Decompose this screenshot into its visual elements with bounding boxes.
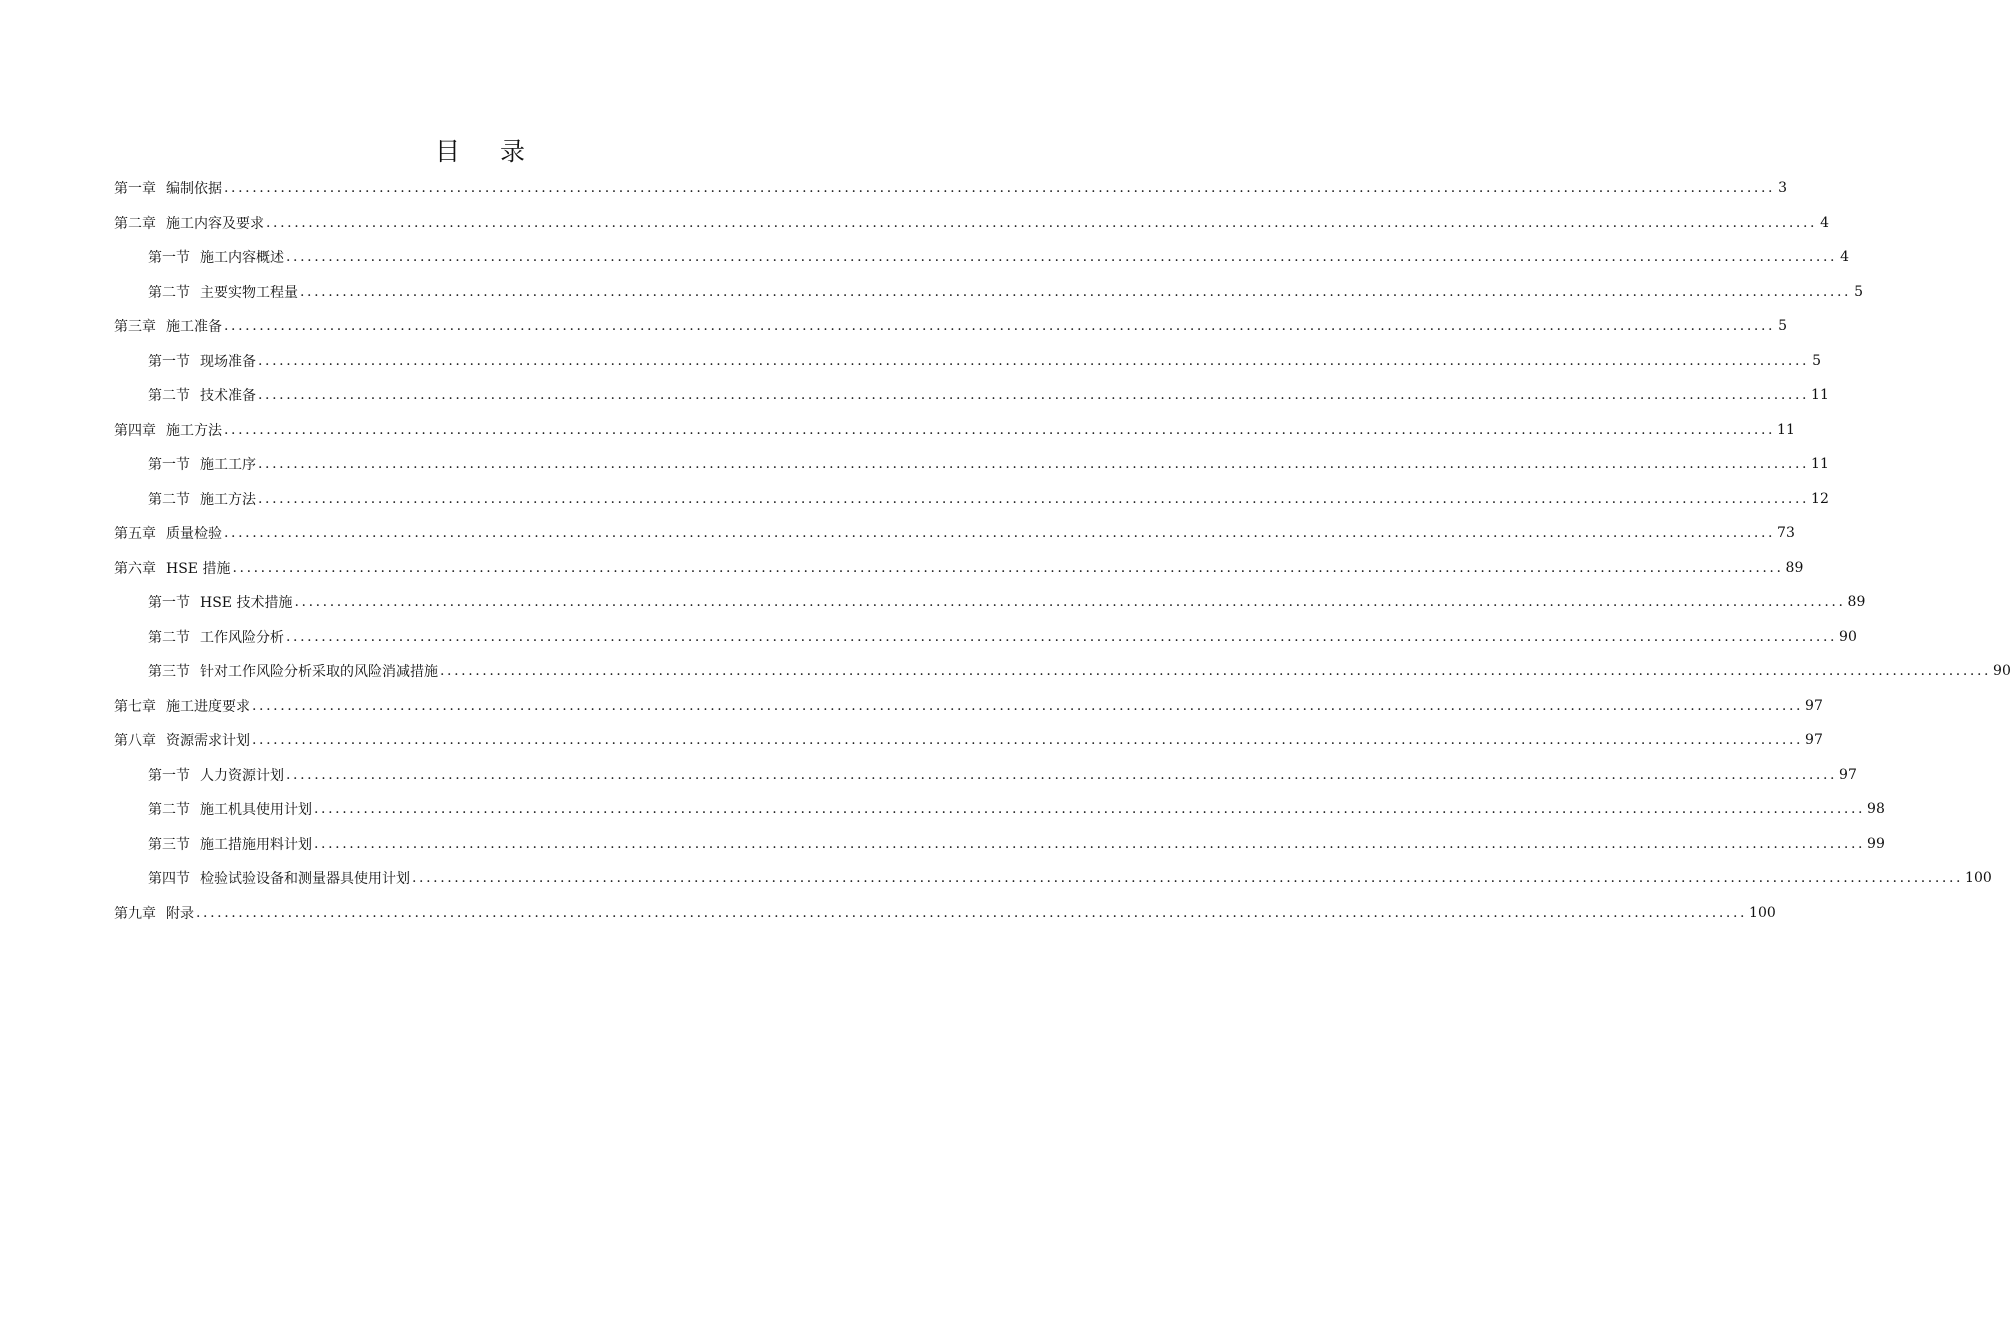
toc-leader-dots: ............................................................................................................................................................................................................................ (196, 904, 1748, 921)
toc-leader-dots: ............................................................................................................................................................................................................................ (286, 249, 1838, 265)
toc-entry-number: 第四节 (148, 871, 190, 887)
toc-leader-dots: ............................................................................................................................................................................................................................ (440, 663, 1992, 679)
toc-leader-dots: ............................................................................................................................................................................................................................ (232, 559, 1784, 576)
toc-entry-page: 5 (1812, 352, 1822, 369)
toc-entry-number: 第二章 (114, 215, 156, 232)
toc-entry-title: 主要实物工程量 (200, 284, 298, 301)
toc-entry[interactable] (148, 758, 1857, 792)
toc-entry-page: 5 (1854, 283, 1864, 300)
toc-entry[interactable] (148, 482, 1829, 516)
toc-entry-page: 73 (1777, 525, 1795, 541)
toc-entry-page: 100 (1749, 904, 1776, 921)
toc-entry[interactable] (148, 654, 2011, 688)
toc-entry-title: 施工工序 (200, 457, 256, 473)
toc-entry[interactable] (148, 792, 1885, 826)
toc-entry-title: 附录 (166, 905, 194, 922)
toc-leader-dots: ............................................................................................................................................................................................................................ (294, 594, 1846, 610)
toc-entry-title: 质量检验 (166, 526, 222, 542)
toc-entry[interactable] (114, 309, 1788, 343)
toc-entry-page: 97 (1839, 766, 1857, 783)
toc-entry-page: 3 (1778, 180, 1788, 196)
toc-entry[interactable] (148, 861, 1992, 895)
toc-entry-title: 施工措施用料计划 (200, 836, 312, 853)
toc-leader-dots: ............................................................................................................................................................................................................................ (286, 628, 1838, 645)
toc-leader-dots: ............................................................................................................................................................................................................................ (252, 732, 1804, 748)
toc-entry[interactable] (114, 896, 1776, 930)
toc-leader-dots: ............................................................................................................................................................................................................................ (224, 318, 1776, 334)
toc-entry-number: 第三章 (114, 319, 156, 335)
toc-entry-title: HSE 技术措施 (200, 595, 293, 611)
toc-entry[interactable] (114, 206, 1830, 240)
toc-entry-title: 现场准备 (200, 353, 256, 370)
toc-entry-number: 第三节 (148, 836, 190, 853)
toc-leader-dots: ............................................................................................................................................................................................................................ (224, 421, 1776, 438)
toc-entry-number: 第二节 (148, 491, 190, 508)
toc-entry[interactable] (114, 689, 1823, 723)
toc-entry[interactable] (148, 378, 1829, 412)
toc-entry-page: 97 (1805, 697, 1823, 714)
toc-entry[interactable] (148, 240, 1850, 274)
toc-entry-page: 98 (1867, 801, 1885, 817)
toc-leader-dots: ............................................................................................................................................................................................................................ (224, 180, 1776, 196)
toc-entry-number: 第一节 (148, 457, 190, 473)
toc-entry-number: 第五章 (114, 526, 156, 542)
toc-leader-dots: ............................................................................................................................................................................................................................ (224, 525, 1776, 541)
toc-leader-dots: ............................................................................................................................................................................................................................ (252, 697, 1804, 714)
toc-entry-page: 5 (1778, 318, 1788, 334)
toc-entry-number: 第一节 (148, 767, 190, 784)
toc-entry-title: HSE 措施 (166, 560, 231, 577)
toc-entry-number: 第九章 (114, 905, 156, 922)
toc-leader-dots: ............................................................................................................................................................................................................................ (412, 870, 1964, 886)
toc-entry-page: 4 (1820, 214, 1830, 231)
toc-entry-number: 第二节 (148, 802, 190, 818)
toc-leader-dots: ............................................................................................................................................................................................................................ (258, 490, 1810, 507)
toc-entry-title: 技术准备 (200, 388, 256, 404)
toc-entry[interactable] (114, 413, 1795, 447)
toc-leader-dots: ............................................................................................................................................................................................................................ (300, 283, 1852, 300)
toc-entry-page: 89 (1847, 594, 1866, 610)
toc-entry-title: 编制依据 (166, 181, 222, 197)
toc-entry-number: 第八章 (114, 733, 156, 749)
toc-entry-page: 11 (1811, 387, 1829, 403)
toc-entry-number: 第一节 (148, 353, 190, 370)
toc-entry[interactable] (114, 723, 1823, 757)
toc-entry-number: 第二节 (148, 629, 190, 646)
toc-entry[interactable] (148, 620, 1857, 654)
toc-entry-number: 第七章 (114, 698, 156, 715)
toc-title: 目录 (434, 137, 565, 166)
toc-entry-page: 4 (1840, 249, 1850, 265)
toc-entry[interactable] (114, 171, 1788, 205)
toc-entry[interactable] (148, 344, 1822, 378)
toc-entry-number: 第一章 (114, 181, 156, 197)
toc-entry-title: 工作风险分析 (200, 629, 284, 646)
toc-entry-page: 11 (1777, 421, 1795, 438)
toc-entry-title: 施工内容及要求 (166, 215, 264, 232)
toc-leader-dots: ............................................................................................................................................................................................................................ (314, 835, 1866, 852)
toc-entry-number: 第二节 (148, 284, 190, 301)
toc-leader-dots: ............................................................................................................................................................................................................................ (258, 352, 1810, 369)
toc-entry-title: 施工机具使用计划 (200, 802, 312, 818)
toc-entry-title: 施工进度要求 (166, 698, 250, 715)
toc-entry[interactable] (148, 827, 1885, 861)
toc-entry-number: 第四章 (114, 422, 156, 439)
toc-entry-page: 12 (1811, 490, 1829, 507)
toc-entry[interactable] (148, 447, 1829, 481)
toc-leader-dots: ............................................................................................................................................................................................................................ (314, 801, 1866, 817)
toc-entry[interactable] (148, 585, 1866, 619)
toc-entry-title: 施工准备 (166, 319, 222, 335)
toc-leader-dots: ............................................................................................................................................................................................................................ (266, 214, 1818, 231)
toc-entry-page: 11 (1811, 456, 1829, 472)
toc-entry-title: 资源需求计划 (166, 733, 250, 749)
toc-entry-page: 90 (1993, 663, 2011, 679)
toc-entry-page: 89 (1785, 559, 1804, 576)
toc-entry-title: 施工内容概述 (200, 250, 284, 266)
toc-entry-number: 第六章 (114, 560, 156, 577)
toc-entry-title: 施工方法 (166, 422, 222, 439)
toc-leader-dots: ............................................................................................................................................................................................................................ (258, 456, 1810, 472)
toc-entry-title: 施工方法 (200, 491, 256, 508)
toc-entry-title: 检验试验设备和测量器具使用计划 (200, 871, 410, 887)
toc-entry-number: 第二节 (148, 388, 190, 404)
toc-entry[interactable] (114, 551, 1804, 585)
toc-entry[interactable] (114, 516, 1795, 550)
toc-entry[interactable] (148, 275, 1864, 309)
toc-entry-title: 针对工作风险分析采取的风险消减措施 (200, 664, 438, 680)
toc-entry-page: 100 (1965, 870, 1992, 886)
toc-leader-dots: ............................................................................................................................................................................................................................ (286, 766, 1838, 783)
toc-entry-number: 第一节 (148, 250, 190, 266)
toc-entry-number: 第三节 (148, 664, 190, 680)
toc-entry-page: 90 (1839, 628, 1857, 645)
toc-entry-page: 99 (1867, 835, 1885, 852)
toc-leader-dots: ............................................................................................................................................................................................................................ (258, 387, 1810, 403)
toc-entry-number: 第一节 (148, 595, 190, 611)
toc-entry-page: 97 (1805, 732, 1823, 748)
toc-entry-title: 人力资源计划 (200, 767, 284, 784)
